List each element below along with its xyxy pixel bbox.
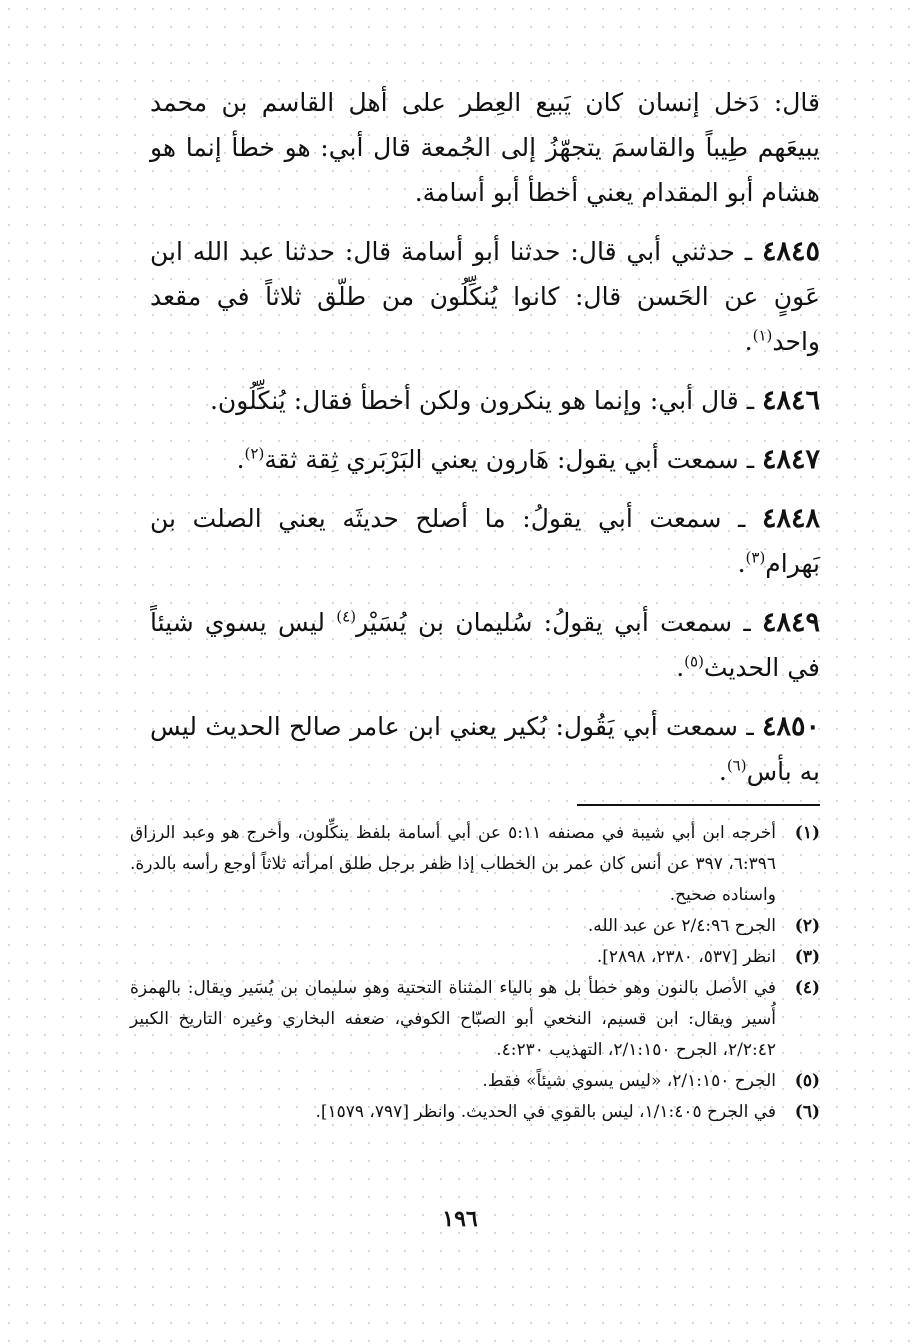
entry-end: . [676, 653, 685, 682]
entry-number: ٤٨٤٩ [762, 607, 821, 638]
entry-number: ٤٨٤٨ [761, 503, 820, 534]
footnote-ref[interactable]: (٣) [745, 548, 766, 567]
entry-text: ـ سمعت أبي يَقُول: بُكير يعني ابن عامر صالح الحديث ليس به بأس [150, 712, 820, 786]
footnote-ref[interactable]: (٢) [244, 444, 265, 463]
footnote-text: انظر [٥٣٧، ٢٣٨٠، ٢٨٩٨]. [596, 947, 776, 967]
footnote-number: (٤) [794, 978, 820, 998]
footnote-divider [577, 804, 820, 806]
footnote-1 [130, 818, 820, 911]
footnote-text: الجرح ٢/٤:٩٦ عن عبد الله. [587, 916, 776, 936]
footnote-ref[interactable]: (٤) [336, 607, 357, 626]
page-number: ١٩٦ [442, 1206, 478, 1232]
entry-end: . [236, 445, 245, 474]
main-text [150, 80, 820, 808]
footnote-6 [130, 1097, 820, 1128]
entry-end: . [744, 327, 753, 356]
paragraph-4848 [150, 496, 820, 586]
entry-end: . [737, 549, 746, 578]
footnote-text: في الأصل بالنون وهو خطأ بل هو بالياء المثناة التحتية وهو سليمان بن يُسَير ويقال: بالهمزة أُسير ويقال: ابن قسيم، النخعي أبو الصبّاح الكوفي، ضعفه البخاري وغيره التاريخ الكبير ٢/٢:٤٢، الجرح ٢/١:١٥٠، التهذيب ٤:٢٣٠. [130, 978, 776, 1060]
entry-text-cont: ليس يسوي شيئاً في الحديث [150, 608, 820, 682]
footnote-2 [130, 911, 820, 942]
footnote-number: (٣) [794, 947, 820, 967]
paragraph-4847 [150, 437, 820, 482]
entry-number: ٤٨٤٦ [761, 385, 820, 416]
entry-text: ـ سمعت أبي يقولُ: سُليمان بن يُسَيْر [356, 608, 762, 637]
entry-text: ـ سمعت أبي يقولُ: ما أصلح حديثَه يعني الصلت بن بَهرام [150, 504, 820, 578]
entry-text: ـ سمعت أبي يقول: هَارون يعني البَرْبَري ثِقة ثقة [264, 445, 762, 474]
entry-end: . [718, 757, 727, 786]
entry-number: ٤٨٤٥ [761, 236, 820, 267]
paragraph-4846 [150, 378, 820, 423]
paragraph-4845 [150, 229, 820, 364]
paragraph-4849 [150, 600, 820, 690]
footnote-ref[interactable]: (٥) [684, 652, 704, 671]
footnote-3 [130, 942, 820, 973]
footnote-ref[interactable]: (١) [752, 326, 773, 345]
footnote-number: (٦) [794, 1102, 820, 1122]
footnote-5 [130, 1066, 820, 1097]
footnote-number: (٢) [794, 916, 820, 936]
footnotes [130, 818, 820, 1128]
footnote-number: (١) [794, 823, 820, 843]
footnote-text: أخرجه ابن أبي شيبة في مصنفه ٥:١١ عن أبي أسامة بلفظ ينكِّلون، وأخرج هو وعبد الرزاق ٦:٣٩٦، ٣٩٧ عن أنس كان عمر بن الخطاب إذا ظفر برجل طلق امرأته ثلاثاً أوجع رأسه بالدرة. واسناده صحيح. [130, 823, 777, 905]
intro-paragraph: قال: دَخل إنسان كان يَبيع العِطر على أهل القاسم بن محمد يبيعَهم طِيباً والقاسمَ يتجهّزُ إلى الجُمعة قال أبي: هو خطأ إنما هو هشام أبو المقدام يعني أخطأ أبو أسامة. [150, 88, 820, 207]
footnote-ref[interactable]: (٦) [726, 756, 747, 775]
footnote-number: (٥) [794, 1071, 820, 1091]
footnote-text: الجرح ٢/١:١٥٠، «ليس يسوي شيئاً» فقط. [482, 1071, 776, 1091]
entry-number: ٤٨٤٧ [761, 444, 820, 475]
entry-text: ـ حدثني أبي قال: حدثنا أبو أسامة قال: حدثنا عبد الله ابن عَونٍ عن الحَسن قال: كانوا يُنكِّلُون من طلّق ثلاثاً في مقعد واحد [150, 237, 820, 356]
footnote-4 [130, 973, 820, 1066]
entry-number: ٤٨٥٠ [761, 711, 820, 742]
footnote-text: في الجرح ١/١:٤٠٥، ليس بالقوي في الحديث. وانظر [٧٩٧، ١٥٧٩]. [315, 1102, 776, 1122]
entry-text: ـ قال أبي: وإنما هو ينكرون ولكن أخطأ فقال: يُنكِّلُون. [209, 386, 762, 415]
paragraph-4850 [150, 704, 820, 794]
